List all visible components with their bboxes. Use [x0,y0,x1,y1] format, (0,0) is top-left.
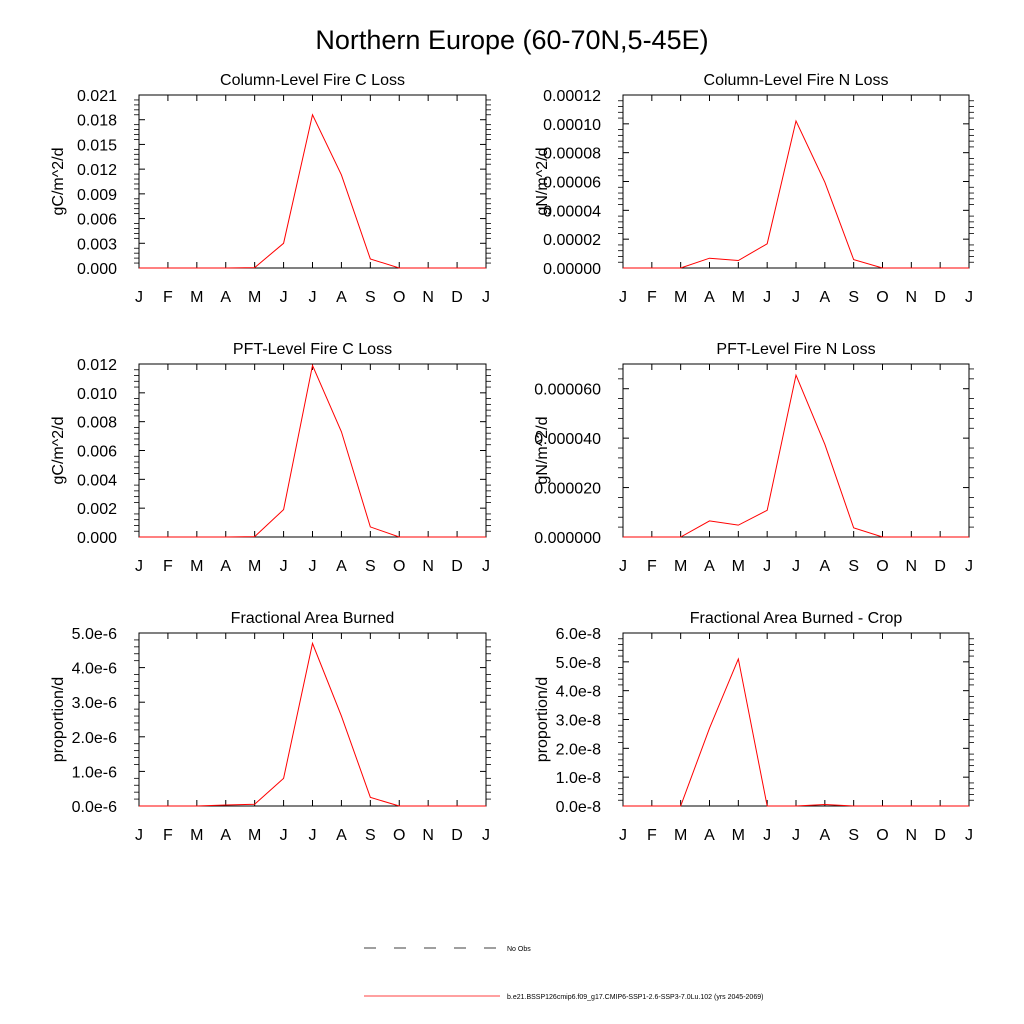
plot-frame [623,633,969,806]
y-axis-label: gC/m^2/d [50,416,67,485]
x-tick-label: D [451,827,463,844]
x-tick-label: S [364,558,376,575]
x-tick-label: N [905,827,918,844]
y-tick-label: 0.008 [76,414,117,432]
y-tick-label: 0.002 [76,501,117,519]
y-axis-label: gN/m^2/d [534,416,551,485]
x-tick-label: A [819,558,831,575]
x-tick-label: J [965,558,973,575]
chart-title: Fractional Area Burned - Crop [689,610,903,627]
chart-panel-1 [50,72,491,306]
x-tick-label: J [135,827,143,844]
y-tick-label: 0.000000 [534,530,601,547]
x-tick-label: J [763,558,772,575]
chart-panel-2 [534,72,974,306]
x-tick-label: M [674,558,688,575]
x-tick-label: M [731,289,745,306]
y-tick-label: 0.006 [76,211,117,229]
x-tick-label: A [704,827,715,844]
series-line [623,375,969,537]
x-tick-label: M [190,827,204,844]
series-line [139,115,486,268]
y-tick-label: 0.009 [76,186,117,204]
x-tick-label: J [135,558,143,575]
y-tick-label: 0.018 [76,112,117,130]
x-tick-label: O [876,558,889,575]
series-line [139,643,486,806]
y-tick-label: 0.015 [76,137,117,155]
x-tick-label: A [336,827,347,844]
y-tick-label: 0.00006 [543,174,601,192]
x-tick-label: M [674,827,688,844]
y-tick-label: 1.0e-6 [71,764,117,782]
x-tick-label: J [482,558,490,575]
y-tick-label: 3.0e-6 [71,695,117,713]
x-tick-label: J [308,289,317,306]
legend-model-label: b.e21.BSSP126cmip6.f09_g17.CMIP6-SSP1-2.6-SSP3-7.0Lu.102 (yrs 2045-2069) [507,994,764,1001]
y-tick-label: 0.00012 [543,88,601,105]
y-tick-label: 0.00000 [543,261,601,278]
y-tick-label: 4.0e-6 [71,660,117,678]
chart-panel-5 [50,610,491,844]
y-axis-label: proportion/d [534,676,551,763]
x-tick-label: F [163,558,173,575]
x-tick-label: J [763,827,772,844]
x-tick-label: F [163,827,173,844]
x-tick-label: A [704,289,715,306]
x-tick-label: J [763,289,772,306]
chart-title: PFT-Level Fire C Loss [232,341,393,358]
x-tick-label: A [704,558,715,575]
y-axis-label: gN/m^2/d [534,147,551,216]
y-axis-label: proportion/d [50,676,67,763]
x-tick-label: J [279,827,288,844]
x-tick-label: O [393,289,406,306]
plot-frame [139,633,486,806]
x-tick-label: D [451,558,463,575]
x-tick-label: S [364,289,376,306]
plot-frame [623,364,969,537]
y-tick-label: 0.000 [76,530,117,547]
x-tick-label: M [248,558,262,575]
x-tick-label: N [422,827,434,844]
x-tick-label: O [393,558,406,575]
chart-panels [50,72,974,844]
y-tick-label: 2.0e-6 [71,729,117,747]
y-tick-label: 0.000060 [534,381,601,399]
legend [364,946,763,1001]
chart-title: Fractional Area Burned [230,610,395,627]
y-tick-label: 0.004 [76,472,117,490]
y-tick-label: 2.0e-8 [555,741,601,759]
x-tick-label: J [965,289,973,306]
y-axis-label: gC/m^2/d [50,147,67,216]
x-tick-label: O [876,289,889,306]
x-tick-label: F [163,289,173,306]
y-tick-label: 0.00010 [543,116,601,134]
x-tick-label: F [646,289,657,306]
y-tick-label: 0.000020 [534,480,601,498]
x-tick-label: J [279,558,288,575]
x-tick-label: A [819,827,831,844]
y-tick-label: 1.0e-8 [555,770,601,788]
y-tick-label: 0.00002 [543,232,601,250]
x-tick-label: S [848,827,860,844]
x-tick-label: A [220,289,232,306]
x-tick-label: F [646,558,657,575]
chart-panel-4 [534,341,974,575]
x-tick-label: J [135,289,143,306]
y-tick-label: 4.0e-8 [555,683,601,701]
y-tick-label: 5.0e-6 [71,626,117,643]
x-tick-label: A [220,827,232,844]
chart-panel-3 [50,341,491,575]
x-tick-label: S [848,289,860,306]
x-tick-label: M [731,827,745,844]
y-tick-label: 5.0e-8 [555,654,601,672]
x-tick-label: N [905,558,918,575]
x-tick-label: D [934,558,946,575]
x-tick-label: S [364,827,376,844]
y-tick-label: 0.000040 [534,431,601,449]
y-tick-label: 0.00004 [543,203,601,221]
x-tick-label: M [248,827,262,844]
x-tick-label: D [934,289,946,306]
x-tick-label: N [422,289,434,306]
y-tick-label: 0.006 [76,443,117,461]
chart-panel-6 [534,610,974,844]
plot-frame [139,364,486,537]
x-tick-label: J [619,827,627,844]
x-tick-label: A [220,558,232,575]
x-tick-label: J [308,827,317,844]
x-tick-label: J [619,289,627,306]
x-tick-label: O [876,827,889,844]
x-tick-label: J [792,289,800,306]
y-tick-label: 0.0e-6 [71,799,117,816]
y-tick-label: 0.003 [76,236,117,254]
y-tick-label: 0.000 [76,261,117,278]
page-title: Northern Europe (60-70N,5-45E) [315,25,709,55]
x-tick-label: N [422,558,434,575]
x-tick-label: J [965,827,973,844]
x-tick-label: J [308,558,317,575]
y-tick-label: 0.012 [76,357,117,374]
x-tick-label: A [819,289,831,306]
x-tick-label: J [792,558,800,575]
x-tick-label: F [646,827,657,844]
x-tick-label: J [619,558,627,575]
x-tick-label: O [393,827,406,844]
x-tick-label: A [336,289,347,306]
x-tick-label: M [674,289,688,306]
x-tick-label: D [451,289,463,306]
y-tick-label: 0.010 [76,385,117,403]
x-tick-label: S [848,558,860,575]
x-tick-label: M [248,289,262,306]
x-tick-label: M [190,558,204,575]
chart-title: Column-Level Fire N Loss [703,72,889,89]
legend-obs-label: No Obs [507,946,531,953]
x-tick-label: J [482,827,490,844]
series-line [139,365,486,537]
series-line [623,659,969,806]
y-tick-label: 0.00008 [543,145,601,163]
x-tick-label: D [934,827,946,844]
chart-title: Column-Level Fire C Loss [220,72,405,89]
x-tick-label: M [731,558,745,575]
x-tick-label: A [336,558,347,575]
y-tick-label: 0.0e-8 [555,799,601,816]
x-tick-label: N [905,289,918,306]
y-tick-label: 0.021 [76,88,117,105]
y-tick-label: 6.0e-8 [555,626,601,643]
x-tick-label: J [792,827,800,844]
chart-title: PFT-Level Fire N Loss [716,341,876,358]
x-tick-label: J [279,289,288,306]
y-tick-label: 3.0e-8 [555,712,601,730]
x-tick-label: J [482,289,490,306]
y-tick-label: 0.012 [76,162,117,180]
series-line [623,121,969,268]
plot-frame [139,95,486,268]
x-tick-label: M [190,289,204,306]
